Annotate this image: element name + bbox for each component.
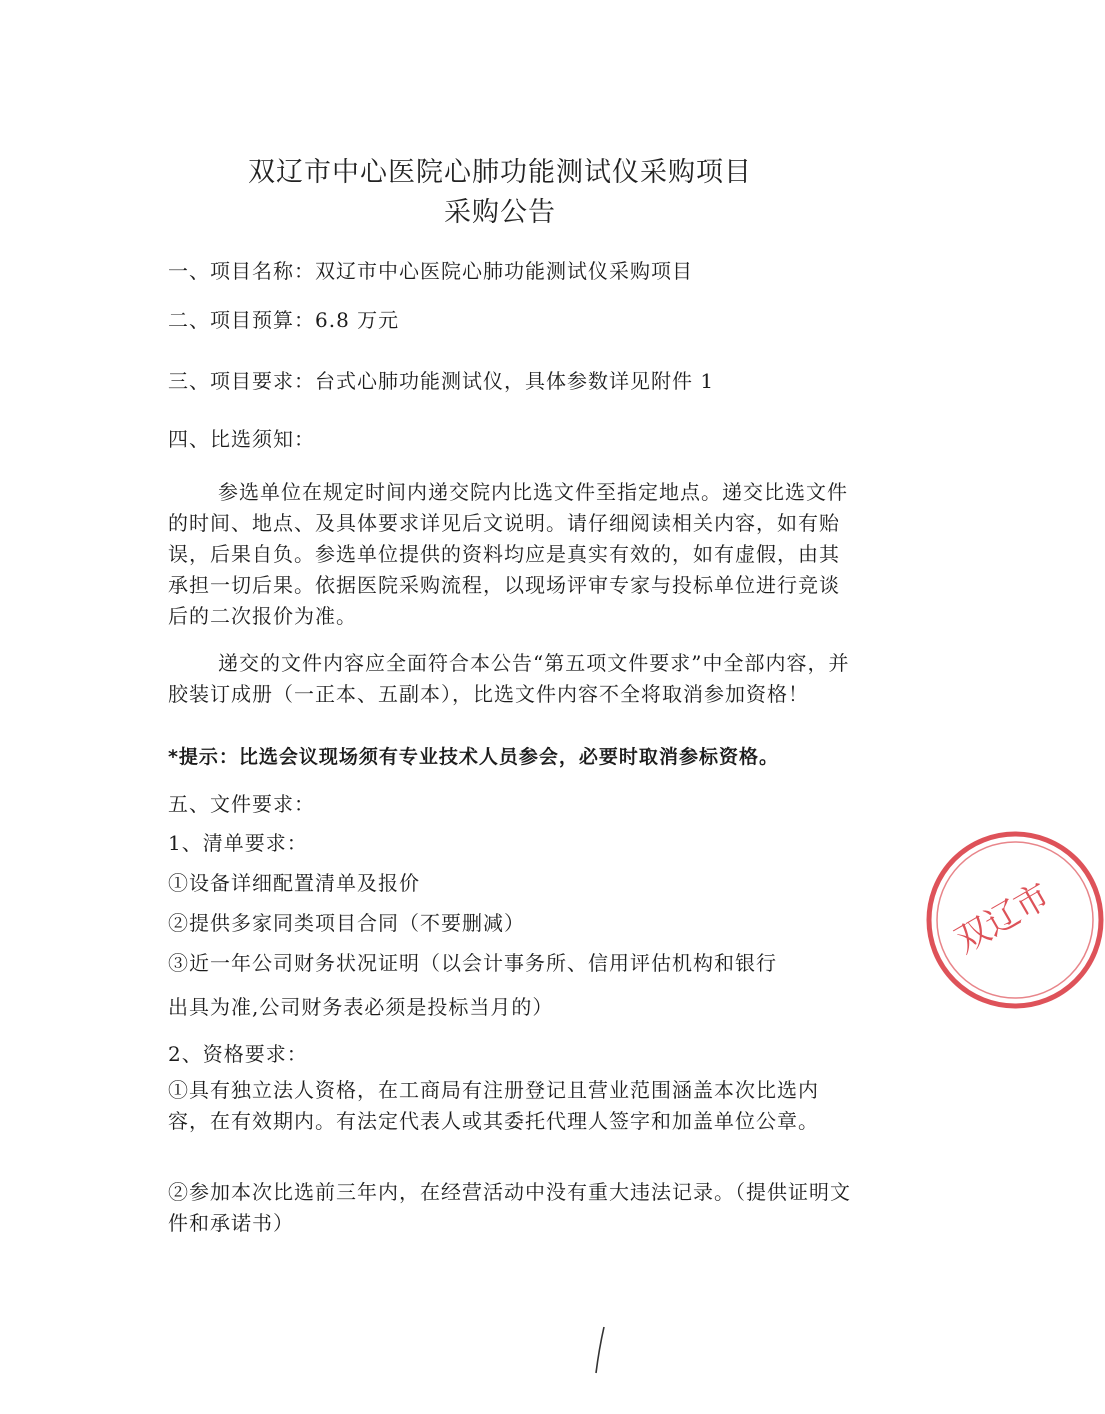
pen-mark: [590, 1325, 610, 1375]
document-title: 双辽市中心医院心肺功能测试仪采购项目: [248, 157, 752, 188]
selection-notice-paragraph-2: 递交的文件内容应全面符合本公告“第五项文件要求”中全部内容，并胶装订成册（一正本、五副本），比选文件内容不全将取消参加资格！: [168, 651, 850, 706]
tip-line: *提示：比选会议现场须有专业技术人员参会，必要时取消参标资格。: [168, 746, 779, 768]
list-item-financial-line1: ③近一年公司财务状况证明（以会计事务所、信用评估机构和银行: [168, 951, 777, 975]
project-budget-line: 二、项目预算：6.8 万元: [168, 308, 400, 332]
selection-notice-heading: 四、比选须知：: [168, 427, 315, 451]
list-item-financial-line2: 出具为准,公司财务表必须是投标当月的）: [168, 995, 554, 1019]
official-stamp: [925, 830, 1105, 1010]
qualification-requirements-heading: 2、资格要求：: [168, 1042, 308, 1066]
document-requirements-heading: 五、文件要求：: [168, 792, 315, 816]
project-name-line: 一、项目名称：双辽市中心医院心肺功能测试仪采购项目: [168, 259, 693, 283]
list-item-contracts: ②提供多家同类项目合同（不要删减）: [168, 911, 525, 935]
list-requirements-heading: 1、清单要求：: [168, 831, 308, 855]
stamp-text: 双辽市: [948, 875, 1057, 962]
document-subtitle: 采购公告: [444, 197, 556, 228]
qualification-item-record: ②参加本次比选前三年内，在经营活动中没有重大违法记录。（提供证明文件和承诺书）: [168, 1180, 851, 1235]
project-requirement-line: 三、项目要求：台式心肺功能测试仪，具体参数详见附件 1: [168, 369, 715, 393]
qualification-item-legal: ①具有独立法人资格，在工商局有注册登记且营业范围涵盖本次比选内容，在有效期内。有法定代表人或其委托代理人签字和加盖单位公章。: [168, 1078, 819, 1133]
list-item-config: ①设备详细配置清单及报价: [168, 871, 420, 895]
selection-notice-paragraph-1: 参选单位在规定时间内递交院内比选文件至指定地点。递交比选文件的时间、地点、及具体要求详见后文说明。请仔细阅读相关内容，如有贻误，后果自负。参选单位提供的资料均应是真实有效的，如有虚假，由其承担一切后果。依据医院采购流程，以现场评审专家与投标单位进行竞谈后的二次报价为准。: [168, 480, 848, 628]
